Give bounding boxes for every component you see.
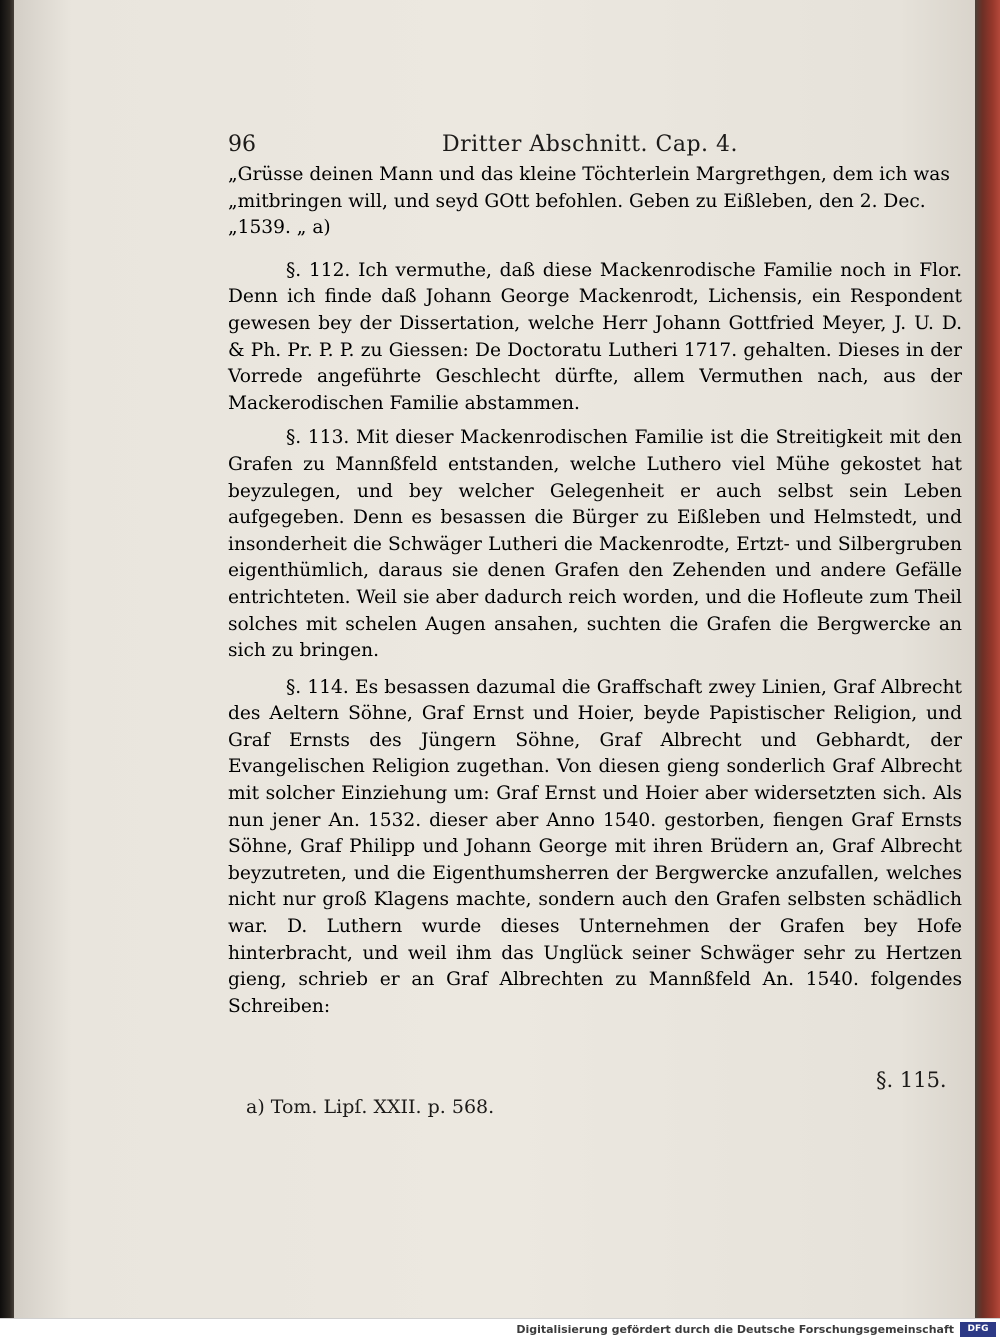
running-head: Dritter Abschnitt. Cap. 4. bbox=[442, 132, 739, 157]
book-spine-shadow bbox=[0, 0, 14, 1318]
quote-line: „1539. „ a) bbox=[228, 217, 331, 239]
quote-line: „mitbringen will, und seyd GOtt befohlen. Geben zu Eißleben, den 2. Dec. bbox=[228, 190, 926, 212]
book-page bbox=[14, 0, 976, 1318]
paragraph-114: §. 114. Es besassen dazumal die Graffschaft zwey Linien, Graf Albrecht des Aeltern Söhne, Graf Ernst und Hoier, beyde Papistischer Religion, und Graf Ernsts des Jüngern Söhne, Graf Albrecht und Gebhardt, der Evangelischen Religion zugethan. Von diesen gieng sonderlich Graf Albrecht mit solcher Einziehung um: Graf Ernst und Hoier aber widersetzten sich. Als nun jener An. 1532. dieser aber Anno 1540. gestorben, fiengen Graf Ernsts Söhne, Graf Philipp und Johann George mit ihren Brüdern an, Graf Albrecht beyzutreten, und die Eigenthumsherren der Bergwercke anzufallen, welches nicht nur groß Klagens machte, sondern auch den Grafen selbsten schädlich war. D. Luthern wurde dieses Unternehmen der Grafen bey Hofe hinterbracht, und weil ihm das Unglück seiner Schwäger sehr zu Hertzen gieng, schrieb er an Graf Albrechten zu Mannßfeld An. 1540. folgendes Schreiben: bbox=[228, 676, 962, 1017]
quote-line: „Grüsse deinen Mann und das kleine Töchterlein Margrethgen, dem ich was bbox=[228, 164, 950, 185]
funding-credit: Digitalisierung gefördert durch die Deutsche Forschungsgemeinschaft bbox=[516, 1323, 954, 1336]
page-header bbox=[228, 132, 968, 164]
body-text bbox=[228, 162, 962, 1020]
paragraph-113: §. 113. Mit dieser Mackenrodischen Familie ist die Streitigkeit mit den Grafen zu Mannßfeld entstanden, welche Luthero viel Mühe gekostet hat beyzulegen, und bey welcher Gelegenheit er auch selbst sein Leben aufgegeben. Denn es besassen die Bürger zu Eißleben und Helmstedt, und insonderheit die Schwäger Lutheri die Mackenrodte, Ertzt- und Silbergruben eigenthümlich, daraus sie denen Grafen den Zehenden und andere Gefälle entrichteten. Weil sie aber dadurch reich worden, und die Hofleute zum Theil solches mit schelen Augen ansahen, suchten die Grafen die Bergwercke an sich zu bringen. bbox=[228, 427, 962, 662]
book-edge-red bbox=[975, 0, 1000, 1318]
footnote: a) Tom. Lipſ. XXII. p. 568. bbox=[246, 1096, 495, 1118]
footer-bar bbox=[0, 1318, 1000, 1341]
catchword: §. 115. bbox=[876, 1068, 947, 1092]
paragraph-112: §. 112. Ich vermuthe, daß diese Mackenrodische Familie noch in Flor. Denn ich finde daß Johann George Mackenrodt, Lichensis, ein Respondent gewesen bey der Dissertation, welche Herr Johann Gottfried Meyer, J. U. D. & Ph. Pr. P. P. zu Giessen: De Doctoratu Lutheri 1717. gehalten. Dieses in der Vorrede angeführte Geschlecht dürfte, allem Vermuthen nach, aus der Mackerodischen Familie abstammen. bbox=[228, 259, 962, 414]
dfg-logo: DFG bbox=[960, 1322, 996, 1337]
page-number: 96 bbox=[228, 132, 256, 157]
